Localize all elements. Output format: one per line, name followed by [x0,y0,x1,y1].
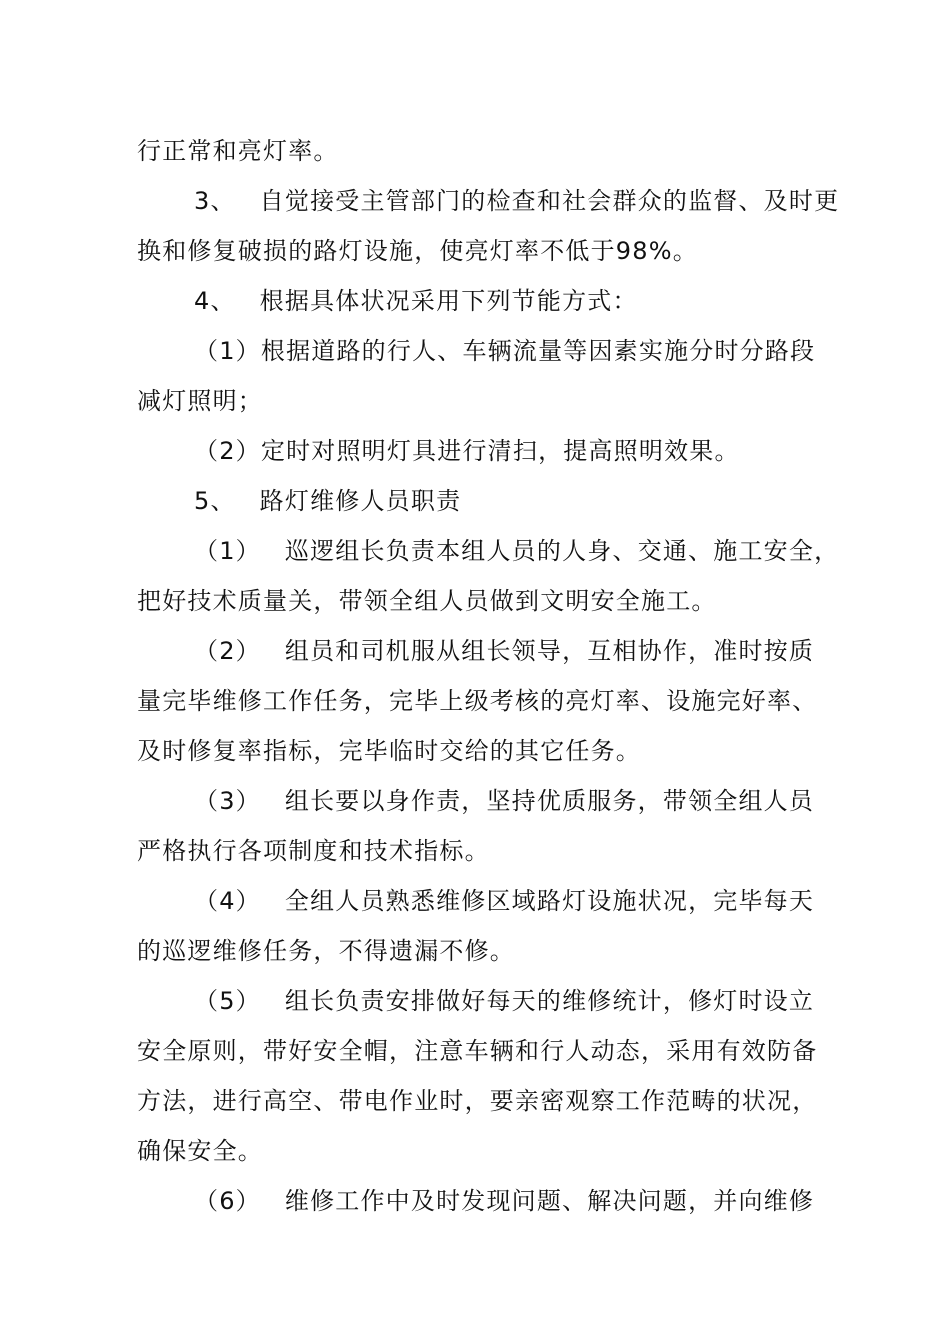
text-line [137,126,837,176]
line-text: 行正常和亮灯率。 [137,137,339,165]
line-text: 把好技术质量关，带领全组人员做到文明安全施工。 [137,587,717,615]
item-number: （4） [194,887,261,915]
item-number: （1） [194,537,261,565]
duty-item-5 [137,976,837,1026]
line-text: 严格执行各项制度和技术指标。 [137,837,490,865]
duty-item-4 [137,876,837,926]
line-text: 根据具体状况采用下列节能方式： [259,287,638,315]
item-number: （3） [194,787,261,815]
line-text: 组长要以身作责，坚持优质服务，带领全组人员 [284,787,815,815]
line-text: （2）定时对照明灯具进行清扫，提高照明效果。 [194,437,740,465]
duty-item-6 [137,1176,837,1226]
text-line [137,726,837,776]
duty-item-1 [137,526,840,576]
text-line [137,226,837,276]
line-text: （1）根据道路的行人、车辆流量等因素实施分时分路段 [194,337,816,365]
line-text: 的巡逻维修任务，不得遗漏不修。 [137,937,515,965]
sub-item-2 [137,426,837,476]
duty-item-2 [137,626,837,676]
item-number: （5） [194,987,261,1015]
line-text: 换和修复破损的路灯设施，使亮灯率不低于98%。 [137,237,698,265]
line-text: 维修工作中及时发现问题、解决问题，并向维修 [284,1187,815,1215]
line-text: 确保安全。 [137,1137,263,1165]
sub-item-1 [137,326,837,376]
list-item-3 [137,176,840,226]
line-text: 方法，进行高空、带电作业时，要亲密观察工作范畴的状况， [137,1087,818,1115]
text-line [137,926,837,976]
item-number: 3、 [194,187,236,215]
line-text: 及时修复率指标，完毕临时交给的其它任务。 [137,737,641,765]
line-text: 全组人员熟悉维修区域路灯设施状况，完毕每天 [284,887,815,915]
item-number: （2） [194,637,261,665]
duty-item-3 [137,776,837,826]
text-line [137,676,837,726]
line-text: 组长负责安排做好每天的维修统计，修灯时设立 [284,987,815,1015]
item-number: 5、 [194,487,236,515]
line-text: 自觉接受主管部门的检查和社会群众的监督、及时更 [259,187,840,215]
line-text: 安全原则，带好安全帽，注意车辆和行人动态，采用有效防备 [137,1037,818,1065]
text-line [137,576,837,626]
item-number: 4、 [194,287,236,315]
line-text: 组员和司机服从组长领导，互相协作，准时按质 [284,637,815,665]
line-text: 路灯维修人员职责 [259,487,462,515]
list-item-4 [137,276,837,326]
text-line [137,1026,837,1076]
line-text: 减灯照明； [137,387,263,415]
line-text: 量完毕维修工作任务，完毕上级考核的亮灯率、设施完好率、 [137,687,818,715]
text-line [137,1126,837,1176]
text-line [137,826,837,876]
list-item-5 [137,476,837,526]
text-line [137,376,837,426]
item-number: （6） [194,1187,261,1215]
document-body [137,126,840,1226]
text-line [137,1076,837,1126]
line-text: 巡逻组长负责本组人员的人身、交通、施工安全， [284,537,840,565]
